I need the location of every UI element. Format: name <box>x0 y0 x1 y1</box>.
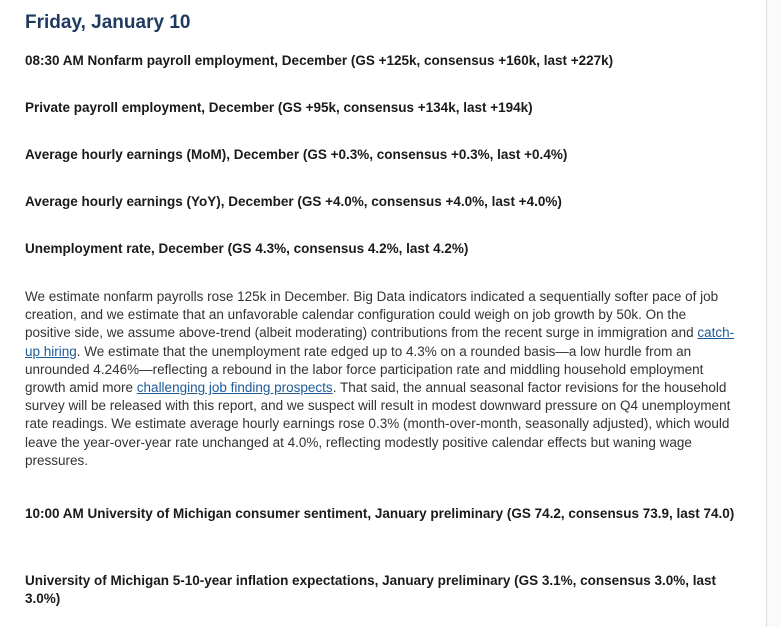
private-payrolls-release: Private payroll employment, December (GS +95k, consensus +134k, last +194k) <box>25 100 533 115</box>
umich-sentiment-release: 10:00 AM University of Michigan consumer sentiment, January preliminary (GS 74.2, consensus 73.9, last 74.0) <box>25 506 735 521</box>
day-heading: Friday, January 10 <box>25 12 191 33</box>
scroll-edge <box>766 0 781 627</box>
ahe-mom-release: Average hourly earnings (MoM), December (GS +0.3%, consensus +0.3%, last +0.4%) <box>25 147 568 162</box>
paragraph-text-1: We estimate nonfarm payrolls rose 125k in December. Big Data indicators indicated a sequentially softer pace of job creation, and we estimate that an unfavorable calendar configuration could weigh on job growth by 50k. On the positive side, we assume above-trend (albeit moderating) contributions from the recent surge in immigration and <box>25 289 719 341</box>
ahe-yoy-release: Average hourly earnings (YoY), December (GS +4.0%, consensus +4.0%, last +4.0%) <box>25 194 562 209</box>
job-finding-prospects-link[interactable]: challenging job finding prospects <box>136 380 333 396</box>
paragraph-text-2: . We estimate that the unemployment rate edged up to 4.3% on a rounded basis—a low hurdle from an unrounded 4.246%—reflecting a rebound in the labor force participation rate and middling household employment growth amid more <box>25 343 704 396</box>
umich-inflation-release: University of Michigan 5-10-year inflation expectations, January preliminary (GS 3.1%, consensus 3.0%, last 3.0%) <box>25 573 716 606</box>
nfp-release: 08:30 AM Nonfarm payroll employment, December (GS +125k, consensus +160k, last +227k) <box>25 53 614 68</box>
unemployment-release: Unemployment rate, December (GS 4.3%, consensus 4.2%, last 4.2%) <box>25 241 469 256</box>
paragraph-text-3: . That said, the annual seasonal factor revisions for the household survey will be released with this report, and we suspect will result in modest downward pressure on Q4 unemployment rate readings. We estimate average hourly earnings rose 0.3% (month-over-month, seasonally adjusted), which would leave the year-over-year rate unchanged at 4.0%, reflecting modestly positive calendar effects but waning wage pressures. <box>25 380 731 468</box>
catch-up-hiring-link[interactable]: catch-up hiring <box>25 325 735 359</box>
analysis-paragraph <box>25 288 735 470</box>
